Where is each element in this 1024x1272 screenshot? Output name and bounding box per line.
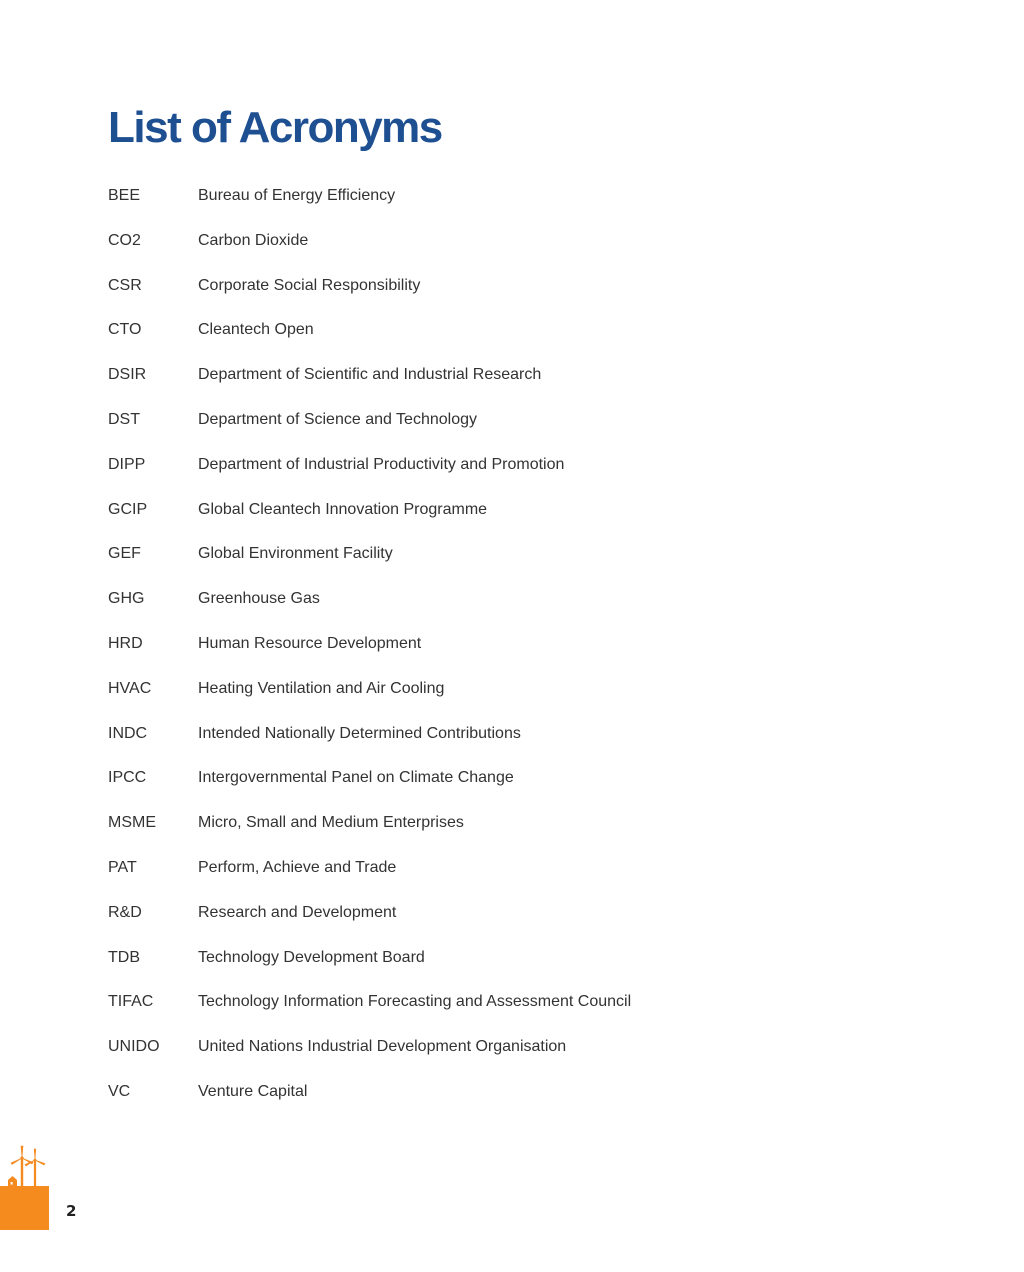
acronym-term: CO2: [108, 231, 141, 249]
acronym-row: [108, 1076, 808, 1121]
acronym-definition: Perform, Achieve and Trade: [198, 858, 397, 876]
acronym-term: IPCC: [108, 769, 147, 787]
acronym-term: GEF: [108, 545, 141, 563]
acronym-definition: Intergovernmental Panel on Climate Change: [198, 769, 514, 787]
acronym-term: TIFAC: [108, 993, 154, 1011]
page-title: List of Acronyms: [108, 103, 442, 152]
footer-accent-block: [0, 1186, 49, 1230]
acronym-row: [108, 807, 808, 852]
acronym-row: [108, 225, 808, 270]
acronym-term: TDB: [108, 948, 140, 966]
acronym-term: HRD: [108, 634, 143, 652]
acronym-definition: Department of Science and Technology: [198, 410, 477, 428]
acronym-definition: Research and Development: [198, 903, 397, 921]
acronym-row: [108, 673, 808, 718]
acronym-row: [108, 404, 808, 449]
acronym-definition: Technology Information Forecasting and Assessment Council: [198, 993, 632, 1011]
acronym-row: [108, 314, 808, 359]
acronym-term: DIPP: [108, 455, 146, 473]
acronym-definition: Intended Nationally Determined Contributions: [198, 724, 521, 742]
acronym-definition: Heating Ventilation and Air Cooling: [198, 679, 445, 697]
acronym-term: CTO: [108, 321, 142, 339]
acronym-row: [108, 986, 808, 1031]
acronym-row: [108, 270, 808, 315]
acronym-definition: Cleantech Open: [198, 321, 314, 339]
acronym-term: MSME: [108, 814, 156, 832]
acronym-row: [108, 762, 808, 807]
acronym-row: [108, 180, 808, 225]
acronym-row: [108, 897, 808, 942]
acronym-definition: Department of Scientific and Industrial Research: [198, 366, 542, 384]
acronym-row: [108, 942, 808, 987]
acronym-row: [108, 1031, 808, 1076]
acronym-definition: Department of Industrial Productivity and Promotion: [198, 455, 565, 473]
acronym-term: UNIDO: [108, 1038, 160, 1056]
page-number: 2: [66, 1202, 77, 1220]
acronym-definition: Technology Development Board: [198, 948, 425, 966]
acronym-row: [108, 538, 808, 583]
acronym-term: PAT: [108, 858, 137, 876]
acronym-row: [108, 449, 808, 494]
acronym-term: R&D: [108, 903, 142, 921]
windmill-icon: [2, 1144, 50, 1188]
acronym-term: GCIP: [108, 500, 148, 518]
acronym-term: VC: [108, 1082, 131, 1100]
acronym-list: [108, 180, 808, 1121]
acronym-term: DST: [108, 410, 140, 428]
acronym-definition: Corporate Social Responsibility: [198, 276, 421, 294]
acronym-definition: Micro, Small and Medium Enterprises: [198, 814, 464, 832]
acronym-definition: United Nations Industrial Development Organisation: [198, 1038, 567, 1056]
acronym-term: DSIR: [108, 366, 147, 384]
acronym-row: [108, 583, 808, 628]
acronym-definition: Human Resource Development: [198, 634, 422, 652]
acronym-term: CSR: [108, 276, 142, 294]
acronym-definition: Global Environment Facility: [198, 545, 393, 563]
acronym-row: [108, 628, 808, 673]
acronym-term: BEE: [108, 187, 141, 204]
acronym-term: HVAC: [108, 679, 152, 697]
acronym-definition: Global Cleantech Innovation Programme: [198, 500, 488, 518]
acronym-definition: Carbon Dioxide: [198, 231, 309, 249]
acronym-row: [108, 852, 808, 897]
acronym-definition: Venture Capital: [198, 1082, 308, 1100]
acronym-row: [108, 359, 808, 404]
acronym-definition: Bureau of Energy Efficiency: [198, 187, 396, 204]
acronym-term: INDC: [108, 724, 148, 742]
acronym-row: [108, 494, 808, 539]
acronym-row: [108, 718, 808, 763]
acronym-term: GHG: [108, 590, 145, 608]
acronym-definition: Greenhouse Gas: [198, 590, 320, 608]
